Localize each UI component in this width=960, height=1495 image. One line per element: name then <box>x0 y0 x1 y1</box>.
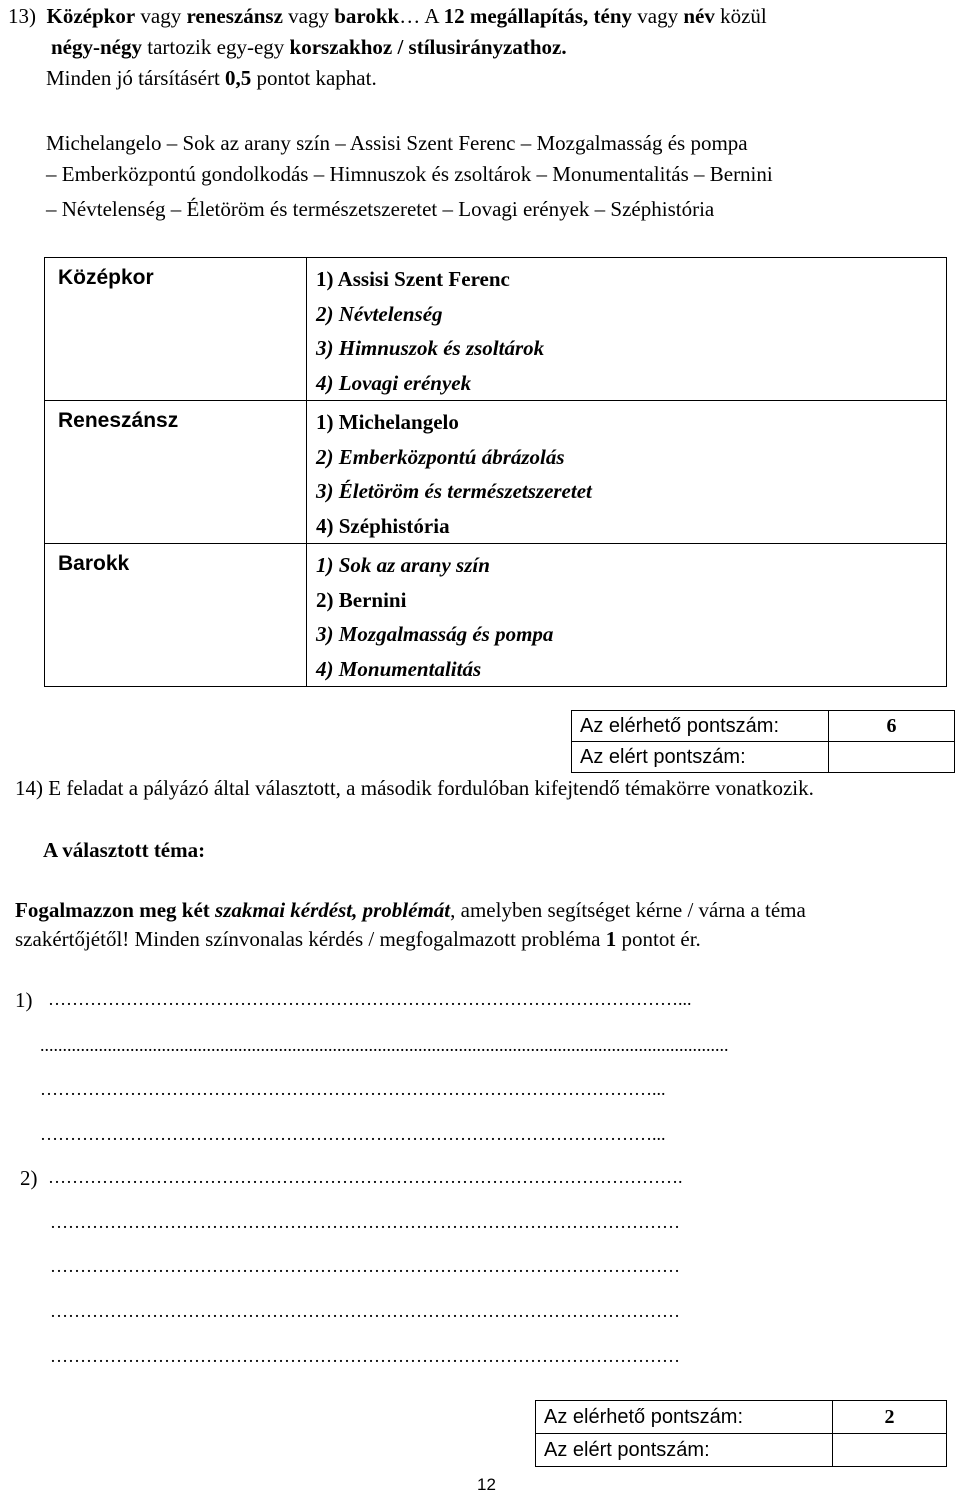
answer2-line-3[interactable]: …………………………………………………………………………………………… <box>50 1256 680 1276</box>
list-item: 4) Monumentalitás <box>316 656 482 681</box>
q14-text: 14) E feladat a pályázó által választott, a második fordulóban kifejtendő témakörre vonatkozik. <box>15 776 814 800</box>
list-item: 1) Sok az arany szín <box>316 553 490 577</box>
chosen-theme-label: A választott téma: <box>43 838 206 862</box>
list-item: 2) Névtelenség <box>316 301 443 326</box>
items-cell <box>307 258 947 401</box>
score-box-q13 <box>571 710 955 773</box>
q13-line1: 13) Középkor vagy reneszánsz vagy barokk… A 12 megállapítás, tény vagy név közül <box>8 4 767 28</box>
table-row <box>45 401 947 544</box>
answer1-line-4[interactable]: …………………………………………………………………………………………... <box>40 1124 666 1144</box>
category-cell: Középkor <box>45 258 307 401</box>
achieved-score-field[interactable] <box>833 1434 947 1467</box>
max-score-label: Az elérhető pontszám: <box>572 711 829 742</box>
achieved-score-label: Az elért pontszám: <box>536 1434 833 1467</box>
answer2-line-1[interactable]: ……………………………………………………………………………………………. <box>48 1167 683 1187</box>
answer-table <box>44 257 947 687</box>
answer2-line-2[interactable]: …………………………………………………………………………………………… <box>50 1212 680 1232</box>
word-list-line3: – Névtelenség – Életöröm és természetszeretet – Lovagi erények – Széphistória <box>46 197 715 221</box>
max-score-label: Az elérhető pontszám: <box>536 1401 833 1434</box>
answer2-label: 2) <box>20 1166 38 1190</box>
max-score-value: 2 <box>833 1401 947 1434</box>
q13-line2: négy-négy tartozik egy-egy korszakhoz / stílusirányzathoz. <box>51 35 567 59</box>
table-row <box>45 258 947 401</box>
list-item: 3) Himnuszok és zsoltárok <box>316 336 545 360</box>
answer2-line-5[interactable]: …………………………………………………………………………………………… <box>50 1346 680 1366</box>
list-item: 4) Széphistória <box>316 513 450 538</box>
answer1-line-1[interactable]: ……………………………………………………………………………………………... <box>48 989 692 1009</box>
q14-instruction-line1: Fogalmazzon meg két szakmai kérdést, problémát, amelyben segítséget kérne / várna a téma <box>15 898 806 922</box>
category-cell: Barokk <box>45 544 307 687</box>
answer1-line-3[interactable]: …………………………………………………………………………………………... <box>40 1079 666 1099</box>
category-cell: Reneszánsz <box>45 401 307 544</box>
q13-line3: Minden jó társításért 0,5 pontot kaphat. <box>46 66 377 90</box>
list-item: 3) Mozgalmasság és pompa <box>316 622 554 646</box>
q14-instruction-line2: szakértőjétől! Minden színvonalas kérdés / megfogalmazott probléma 1 pontot ér. <box>15 927 701 951</box>
items-cell <box>307 544 947 687</box>
answer2-line-4[interactable]: …………………………………………………………………………………………… <box>50 1301 680 1321</box>
answer1-label: 1) <box>15 988 33 1012</box>
answer1-line-2[interactable]: ......................................................................................................................................................... <box>40 1035 729 1055</box>
score-box-q14 <box>535 1400 947 1467</box>
list-item: 1) Assisi Szent Ferenc <box>316 267 510 291</box>
items-cell <box>307 401 947 544</box>
max-score-value: 6 <box>829 711 955 742</box>
list-item: 3) Életöröm és természetszeretet <box>316 479 592 503</box>
word-list-line2: – Emberközpontú gondolkodás – Himnuszok és zsoltárok – Monumentalitás – Bernini <box>46 162 773 186</box>
list-item: 1) Michelangelo <box>316 410 459 434</box>
achieved-score-field[interactable] <box>829 742 955 773</box>
achieved-score-label: Az elért pontszám: <box>572 742 829 773</box>
list-item: 2) Bernini <box>316 587 407 612</box>
list-item: 4) Lovagi erények <box>316 370 472 395</box>
word-list-line1: Michelangelo – Sok az arany szín – Assisi Szent Ferenc – Mozgalmasság és pompa <box>46 131 748 155</box>
page-number: 12 <box>477 1475 496 1494</box>
list-item: 2) Emberközpontú ábrázolás <box>316 444 565 469</box>
table-row <box>45 544 947 687</box>
